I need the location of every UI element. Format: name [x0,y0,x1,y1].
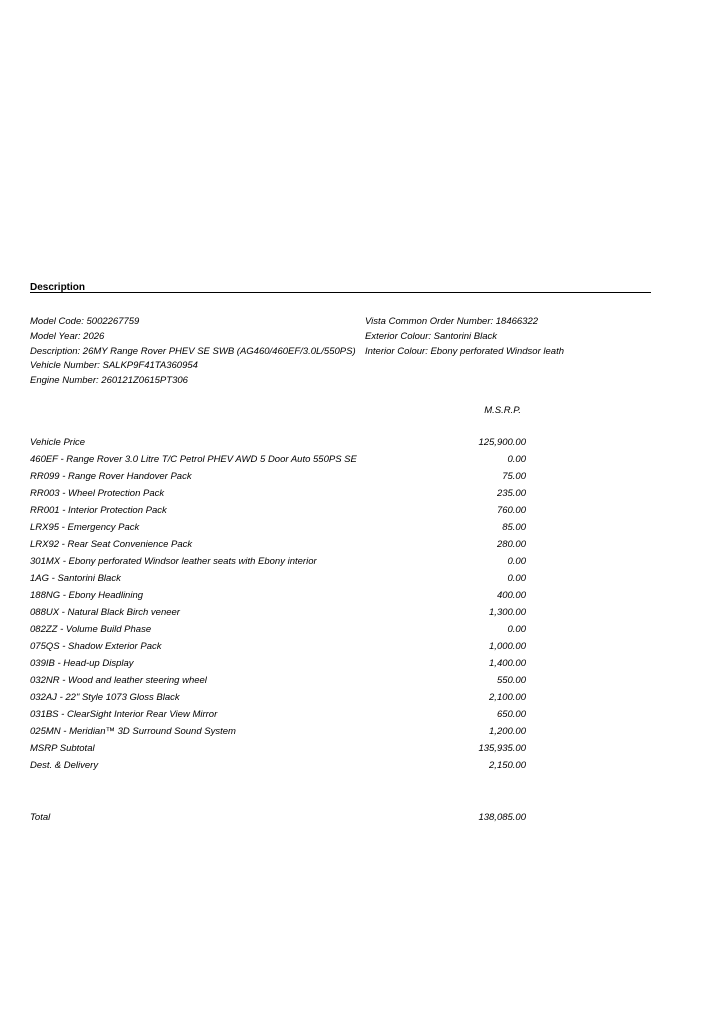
line-item-label: 032NR - Wood and leather steering wheel [30,675,207,686]
line-item-amount: 0.00 [507,454,526,465]
line-item-label: 031BS - ClearSight Interior Rear View Mirror [30,709,218,720]
line-item-amount: 85.00 [502,522,526,533]
line-item-label: 039IB - Head-up Display [30,658,134,669]
line-item-amount: 280.00 [496,539,526,550]
line-item-label: 188NG - Ebony Headlining [30,590,144,601]
delivery-label: Dest. & Delivery [30,760,99,771]
line-item-label: 075QS - Shadow Exterior Pack [30,641,162,652]
description-heading: Description [30,282,86,293]
line-item-amount: 1,000.00 [489,641,526,652]
engine-number: Engine Number: 260121Z0615PT306 [30,375,188,386]
line-item-label: 032AJ - 22" Style 1073 Gloss Black [30,692,180,703]
line-item-amount: 1,200.00 [489,726,526,737]
line-item-amount: 400.00 [496,590,526,601]
msrp-heading: M.S.R.P. [484,405,521,416]
line-item-amount: 760.00 [496,505,526,516]
vehicle-description: Description: 26MY Range Rover PHEV SE SWB (AG460/460EF/3.0L/550PS) [30,346,356,357]
line-item-label: 301MX - Ebony perforated Windsor leather seats with Ebony interior [30,556,317,567]
line-item-amount: 235.00 [496,488,526,499]
vista-order-number: Vista Common Order Number: 18466322 [365,316,539,327]
line-item-amount: 2,100.00 [489,692,526,703]
line-item-amount: 1,400.00 [489,658,526,669]
heading-rule [30,292,651,293]
line-item-label: RR003 - Wheel Protection Pack [30,488,165,499]
line-item-label: 088UX - Natural Black Birch veneer [30,607,180,618]
delivery-amount: 2,150.00 [489,760,526,771]
line-item-label: RR099 - Range Rover Handover Pack [30,471,192,482]
line-item-amount: 0.00 [507,556,526,567]
line-item-label: 082ZZ - Volume Build Phase [30,624,152,635]
vehicle-number: Vehicle Number: SALKP9F41TA360954 [30,360,198,371]
total-label: Total [30,812,51,823]
line-item-label: 025MN - Meridian™ 3D Surround Sound System [30,726,236,737]
line-item-label: 1AG - Santorini Black [30,573,121,584]
line-item-label: LRX92 - Rear Seat Convenience Pack [30,539,193,550]
line-item-amount: 1,300.00 [489,607,526,618]
line-item-label: LRX95 - Emergency Pack [30,522,140,533]
msrp-subtotal-label: MSRP Subtotal [30,743,95,754]
msrp-subtotal-amount: 135,935.00 [478,743,526,754]
line-item-amount: 650.00 [496,709,526,720]
line-item-label: Vehicle Price [30,437,86,448]
interior-colour: Interior Colour: Ebony perforated Windsor leath [365,346,564,357]
line-item-amount: 550.00 [496,675,526,686]
total-amount: 138,085.00 [478,812,526,823]
line-item-label: 460EF - Range Rover 3.0 Litre T/C Petrol PHEV AWD 5 Door Auto 550PS SE [30,454,357,465]
line-item-amount: 0.00 [507,624,526,635]
line-item-label: RR001 - Interior Protection Pack [30,505,167,516]
model-code: Model Code: 5002267759 [30,316,140,327]
model-year: Model Year: 2026 [30,331,105,342]
line-item-amount: 0.00 [507,573,526,584]
line-item-amount: 125,900.00 [478,437,526,448]
exterior-colour: Exterior Colour: Santorini Black [365,331,497,342]
line-item-amount: 75.00 [502,471,526,482]
